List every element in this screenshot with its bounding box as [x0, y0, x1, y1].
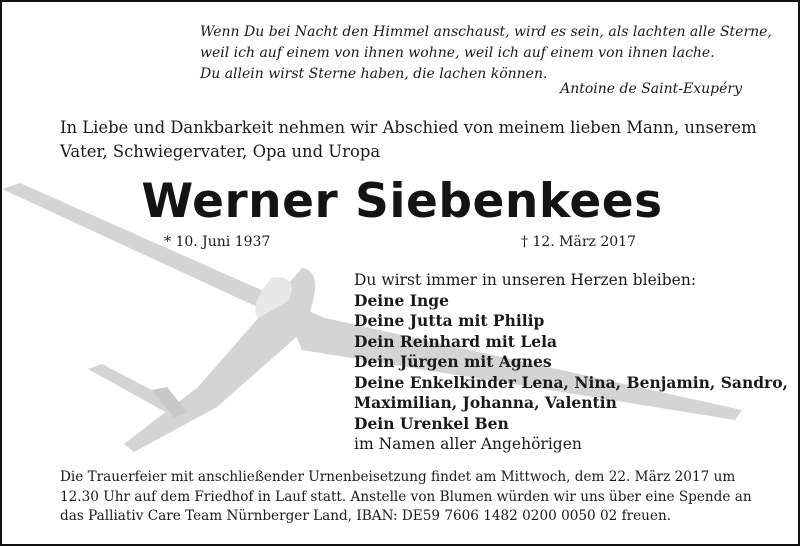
death-date: † 12. März 2017 — [521, 234, 636, 250]
quote-line: weil ich auf einem von ihnen wohne, weil ich auf einem von ihnen lache. — [200, 45, 715, 61]
family-member: Deine Jutta mit Philip — [354, 311, 545, 330]
poem-quote — [200, 22, 772, 85]
family-member: Maximilian, Johanna, Valentin — [354, 393, 617, 412]
funeral-info-line: das Palliativ Care Team Nürnberger Land, IBAN: DE59 7606 1482 0200 0050 02 freuen. — [60, 508, 672, 524]
family-member: Dein Reinhard mit Lela — [354, 331, 558, 351]
funeral-info-line: 12.30 Uhr auf dem Friedhof in Lauf statt. Anstelle von Blumen würden wir uns über eine Spende an — [60, 488, 752, 505]
family-member: Deine Inge — [354, 290, 449, 310]
family-list — [354, 270, 794, 455]
deceased-name: Werner Siebenkees — [141, 174, 663, 229]
funeral-info — [60, 468, 760, 527]
quote-line: Du allein wirst Sterne haben, die lachen können. — [200, 66, 548, 82]
family-closing: im Namen aller Angehörigen — [354, 435, 582, 453]
quote-line: Wenn Du bei Nacht den Himmel anschaust, wird es sein, als lachten alle Sterne, — [200, 24, 772, 40]
quote-author: Antoine de Saint-Exupéry — [560, 81, 742, 97]
funeral-info-line: Die Trauerfeier mit anschließender Urnenbeisetzung findet am Mittwoch, dem 22. März 2017 um — [60, 469, 736, 485]
family-member: Dein Urenkel Ben — [354, 413, 509, 433]
intro-line: Vater, Schwiegervater, Opa und Uropa — [60, 142, 381, 161]
family-member: Dein Jürgen mit Agnes — [354, 352, 552, 371]
family-heading: Du wirst immer in unseren Herzen bleiben: — [354, 271, 697, 289]
intro-text — [60, 116, 757, 164]
birth-date: * 10. Juni 1937 — [164, 234, 271, 250]
intro-line: In Liebe und Dankbarkeit nehmen wir Abschied von meinem lieben Mann, unserem — [60, 118, 757, 137]
family-member: Deine Enkelkinder Lena, Nina, Benjamin, Sandro, — [354, 372, 788, 392]
